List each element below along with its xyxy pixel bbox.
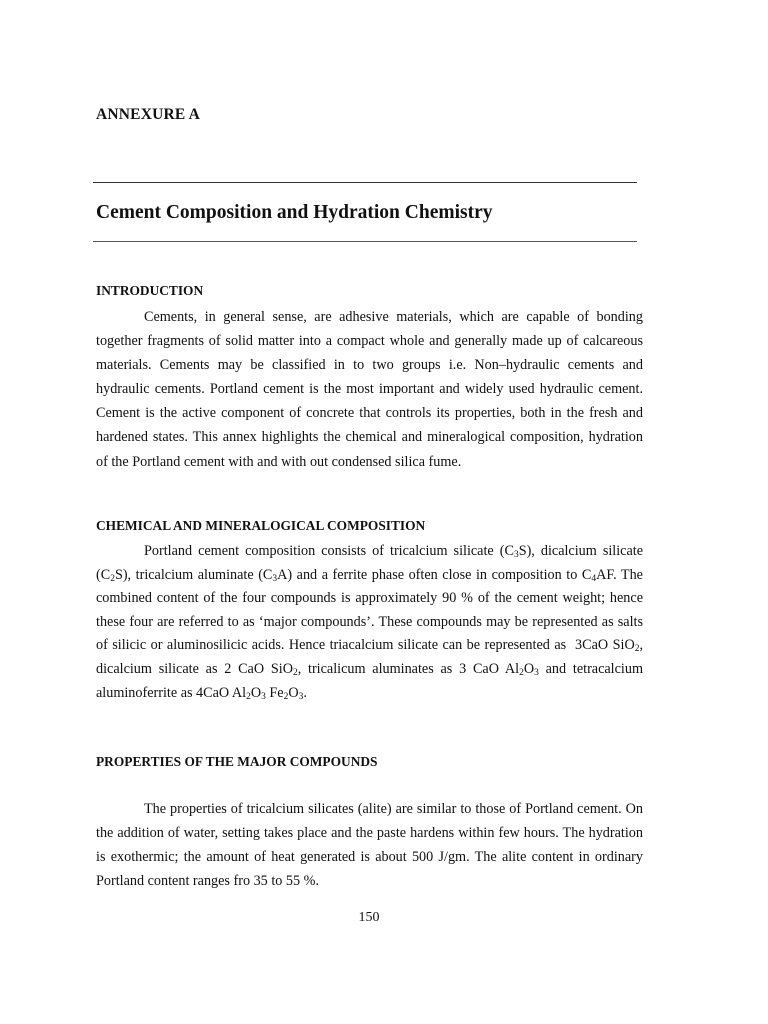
introduction-paragraph: Cements, in general sense, are adhesive materials, which are capable of bonding together fragments of solid matter into a compact whole and generally made up of calcareous materials. Cements may be classified in to two groups i.e. Non–hydraulic cements and hydraulic cements. Portland cement is the most important and widely used hydraulic cement. Cement is the active component of concrete that controls its properties, both in the fresh and hardened states. This annex highlights the chemical and mineralogical composition, hydration of the Portland cement with and with out condensed silica fume. <box>96 309 643 470</box>
page-title: Cement Composition and Hydration Chemistry <box>96 202 493 223</box>
title-top-rule <box>93 182 637 183</box>
composition-heading: CHEMICAL AND MINERALOGICAL COMPOSITION <box>96 518 426 533</box>
page-number: 150 <box>358 910 380 925</box>
introduction-heading: INTRODUCTION <box>96 283 204 298</box>
title-bottom-rule <box>93 241 637 242</box>
composition-paragraph: Portland cement composition consists of tricalcium silicate $(C_3S)$, dicalcium silicate $(C_2S)$, tricalcium aluminate $(C_3A)$ and a ferrite phase often close in composition to $C_4AF$. The combined content of the four compounds is approximately 90 % of the cement weight; hence these four are referred to as ‘major compounds’. These compounds may be represented as salts of silicic or aluminosilicic acids. Hence triacalcium silicate can be represented as 3CaO SiO$_2$, dicalcium silicate as 2 CaO SiO$_2$, tricalicum aluminates as 3 CaO $Al_2O_3$ and tetracalcium aluminoferrite as 4CaO $Al_2O_3$ $Fe_2O_3$. <box>96 543 643 702</box>
properties-heading: PROPERTIES OF THE MAJOR COMPOUNDS <box>96 754 378 769</box>
properties-paragraph: The properties of tricalcium silicates (alite) are similar to those of Portland cement. On the addition of water, setting takes place and the paste hardens within few hours. The hydration is exothermic; the amount of heat generated is about 500 J/gm. The alite content in ordinary Portland content ranges fro 35 to 55 %. <box>96 801 643 890</box>
annexure-label: ANNEXURE A <box>96 106 201 123</box>
